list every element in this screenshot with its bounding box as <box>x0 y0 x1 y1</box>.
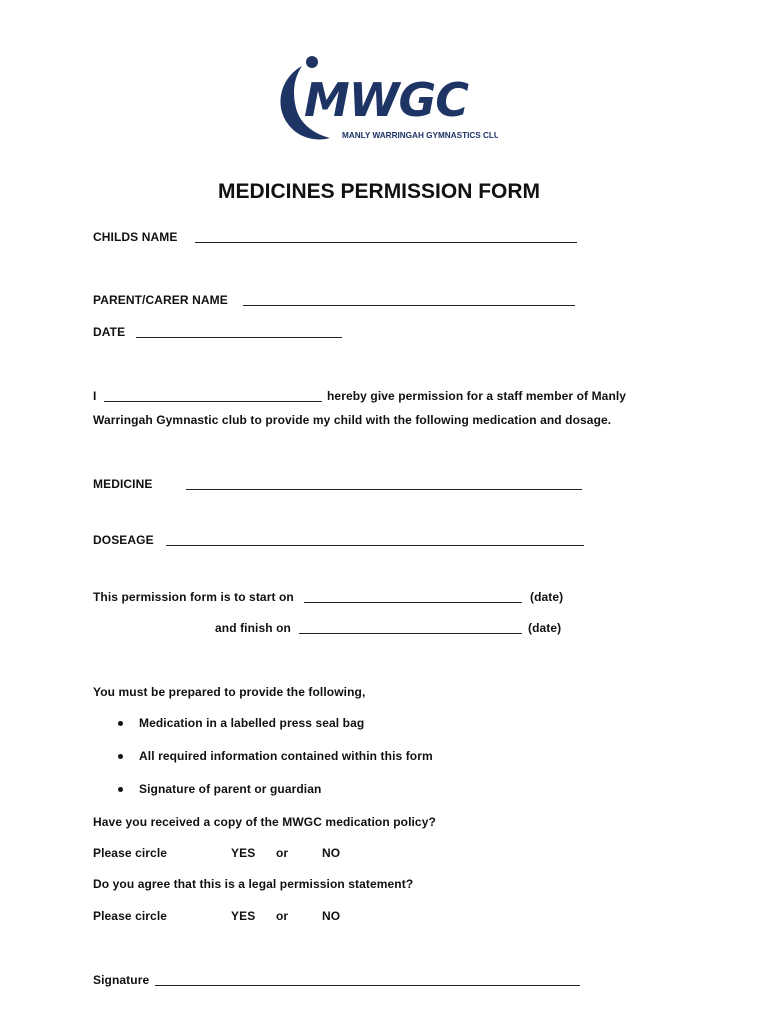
doseage-label: DOSEAGE <box>93 533 154 547</box>
no-option[interactable]: NO <box>322 846 341 860</box>
date-field[interactable] <box>136 325 342 343</box>
yes-option[interactable]: YES <box>231 909 256 923</box>
parent-carer-name-field[interactable] <box>243 293 575 311</box>
yes-option[interactable]: YES <box>231 846 256 860</box>
or-label: or <box>276 846 289 860</box>
start-date-suffix: (date) <box>530 590 564 604</box>
requirement-item: All required information contained within this form <box>139 749 433 763</box>
bullet-icon <box>118 787 123 792</box>
parent-carer-name-label: PARENT/CARER NAME <box>93 293 228 307</box>
please-circle-label: Please circle <box>93 909 168 923</box>
start-date-label: This permission form is to start on <box>93 590 294 604</box>
signature-field[interactable] <box>155 973 580 991</box>
permission-name-field[interactable] <box>104 389 322 407</box>
childs-name-field[interactable] <box>195 230 577 248</box>
medicine-field[interactable] <box>186 477 582 495</box>
question-policy: Have you received a copy of the MWGC medication policy? <box>93 815 436 829</box>
club-logo <box>274 54 498 146</box>
page-title: MEDICINES PERMISSION FORM <box>218 180 541 203</box>
finish-date-suffix: (date) <box>528 621 562 635</box>
bullet-icon <box>118 721 123 726</box>
permission-prefix: I <box>93 389 97 403</box>
medicine-label: MEDICINE <box>93 477 153 491</box>
no-option[interactable]: NO <box>322 909 341 923</box>
requirements-intro: You must be prepared to provide the following, <box>93 685 366 699</box>
doseage-field[interactable] <box>166 533 584 551</box>
requirement-item: Medication in a labelled press seal bag <box>139 716 365 730</box>
logo-subtitle: MANLY WARRINGAH GYMNASTICS CLUB <box>342 131 498 140</box>
childs-name-label: CHILDS NAME <box>93 230 178 244</box>
finish-date-field[interactable] <box>299 621 522 639</box>
finish-date-label: and finish on <box>215 621 291 635</box>
permission-text-line1: hereby give permission for a staff member of Manly <box>327 389 627 403</box>
logo-letters: MWGC <box>304 73 469 127</box>
mwgc-logo-graphic <box>274 54 498 146</box>
bullet-icon <box>118 754 123 759</box>
signature-label: Signature <box>93 973 150 987</box>
question-legal-statement: Do you agree that this is a legal permission statement? <box>93 877 414 891</box>
requirement-item: Signature of parent or guardian <box>139 782 322 796</box>
permission-text-line2: Warringah Gymnastic club to provide my child with the following medication and dosage. <box>93 413 612 427</box>
or-label: or <box>276 909 289 923</box>
please-circle-label: Please circle <box>93 846 168 860</box>
start-date-field[interactable] <box>304 590 522 608</box>
date-label: DATE <box>93 325 126 339</box>
